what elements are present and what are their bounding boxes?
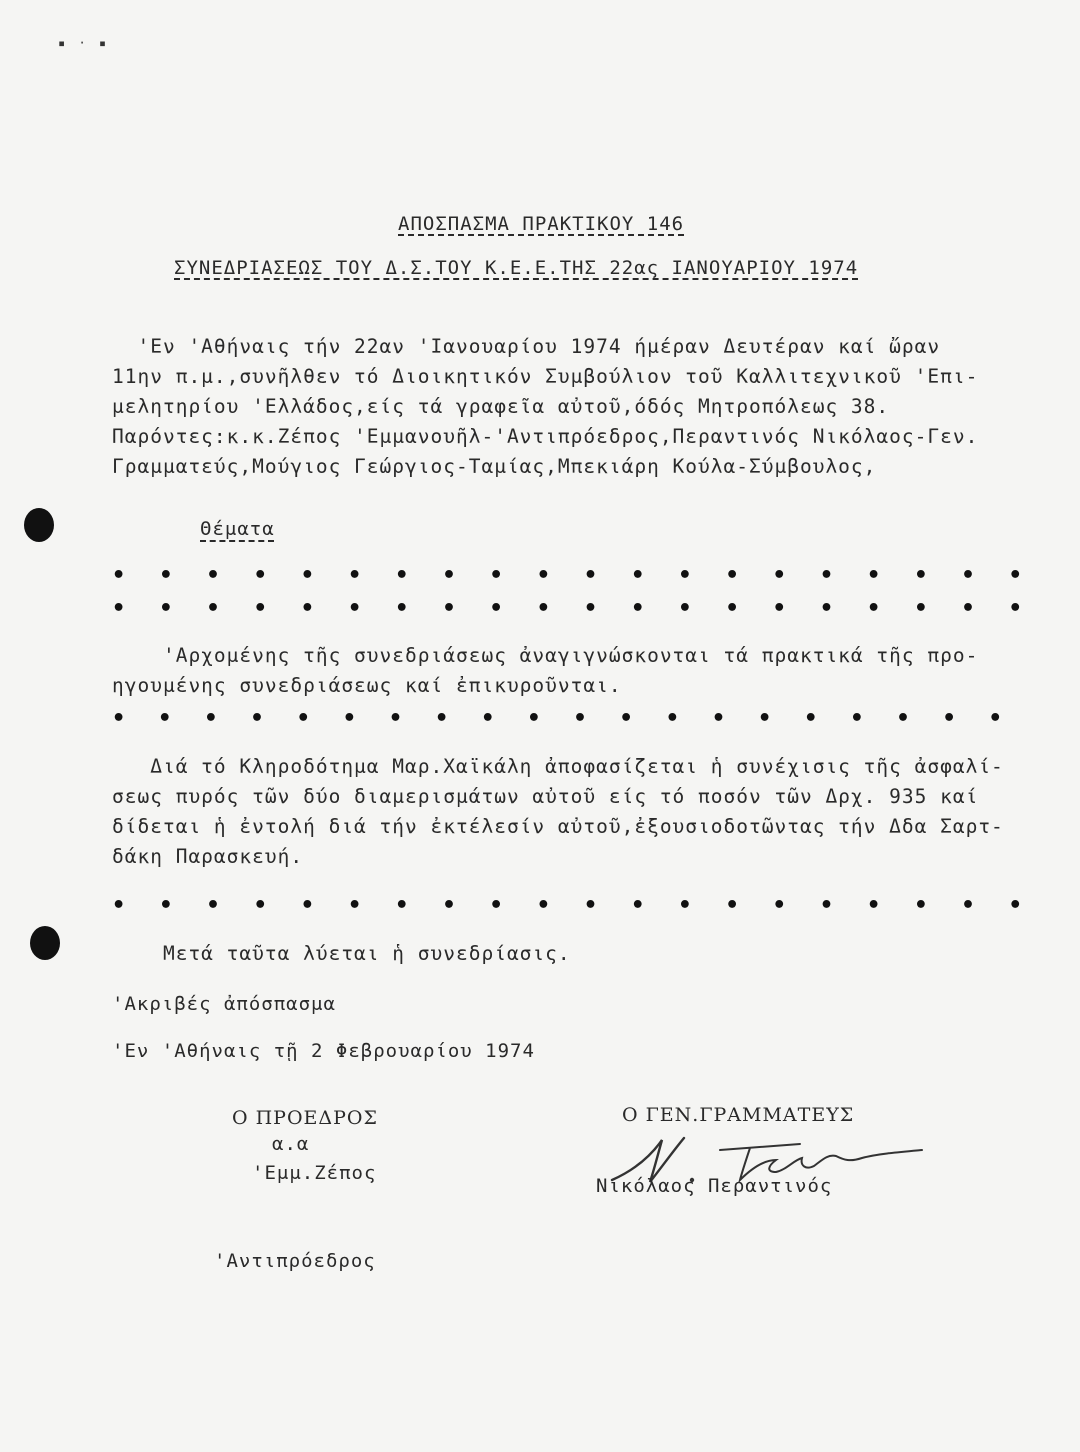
president-role: Ο ΠΡΟΕΔΡΟΣ [232, 1107, 378, 1129]
secretary-role: Ο ΓΕΝ.ΓΡΑΜΜΑΤΕΥΣ [622, 1104, 855, 1126]
exact-copy-note: 'Ακριβές ἀπόσπασμα [112, 993, 336, 1015]
punch-hole-bottom [30, 926, 60, 960]
place-and-date: 'Εν 'Αθήναις τῇ 2 Φεβρουαρίου 1974 [112, 1040, 535, 1062]
president-on-behalf: α.α [272, 1133, 310, 1155]
omission-dots-1: • • • • • • • • • • • • • • • • • • • • [112, 563, 1022, 588]
intro-paragraph: 'Εν 'Αθήναις τήν 22αν 'Ιανουαρίου 1974 ήμέραν Δευτέραν καί ὤραν 11ην π.μ.,συνῆλθεν τό Διοικητικόν Συμβούλιον τοῦ Καλλιτεχνικοῦ 'Επι- μελητηρίου 'Ελλάδος,είς τά γραφεῖα αὐτοῦ,όδός Μητροπόλεως 38. Παρόντες:κ.κ.Ζέπος 'Εμμανουῆλ-'Αντιπρόεδρος,Περαντινός Νικόλαος-Γεν. Γραμματεύς,Μούγιος Γεώργιος-Ταμίας,Μπεκιάρη Κούλα-Σύμβουλος, [112, 335, 979, 478]
secretary-signer-name: Νικόλαος Περαντινός [596, 1175, 833, 1197]
document-subtitle: ΣΥΝΕΔΡΙΑΣΕΩΣ ΤΟΥ Δ.Σ.ΤΟΥ Κ.Ε.Ε.ΤΗΣ 22ας ΙΑΝΟΥΑΡΙΟΥ 1974 [174, 257, 859, 279]
minutes-paragraph: 'Αρχομένης τῆς συνεδριάσεως ἀναγιγνώσκονται τά πρακτικά τῆς προ- ηγουμένης συνεδριάσεως καί ἐπικυροῦνται. [112, 644, 979, 697]
themes-heading: Θέματα [200, 518, 275, 540]
omission-dots-2: • • • • • • • • • • • • • • • • • • • • [112, 596, 1022, 621]
omission-dots-3: • • • • • • • • • • • • • • • • • • • • [112, 706, 1002, 731]
closing-paragraph: Μετά ταῦτα λύεται ἡ συνεδρίασις. [112, 942, 571, 965]
president-signer-title: 'Αντιπρόεδρος [214, 1250, 376, 1272]
top-speck-marks: ▪ · ▪ [58, 36, 110, 50]
president-signer-name: 'Εμμ.Ζέπος [252, 1162, 377, 1184]
bequest-paragraph: Διά τό Κληροδότημα Μαρ.Χαϊκάλη ἀποφασίζεται ἡ συνέχισις τῆς ἀσφαλί- σεως πυρός τῶν δύο διαμερισμάτων αὐτοῦ είς τό ποσόν τῶν Δρχ. 935 καί δίδεται ἡ ἐντολή διά τήν ἐκτέλεσίν αὐτοῦ,ἐξουσιοδοτῶντας τήν Δδα Σαρτ- δάκη Παρασκευή. [112, 755, 1004, 868]
omission-dots-4: • • • • • • • • • • • • • • • • • • • • [112, 893, 1022, 918]
punch-hole-top [24, 508, 54, 542]
document-title: ΑΠΟΣΠΑΣΜΑ ΠΡΑΚΤΙΚΟΥ 146 [398, 213, 685, 235]
